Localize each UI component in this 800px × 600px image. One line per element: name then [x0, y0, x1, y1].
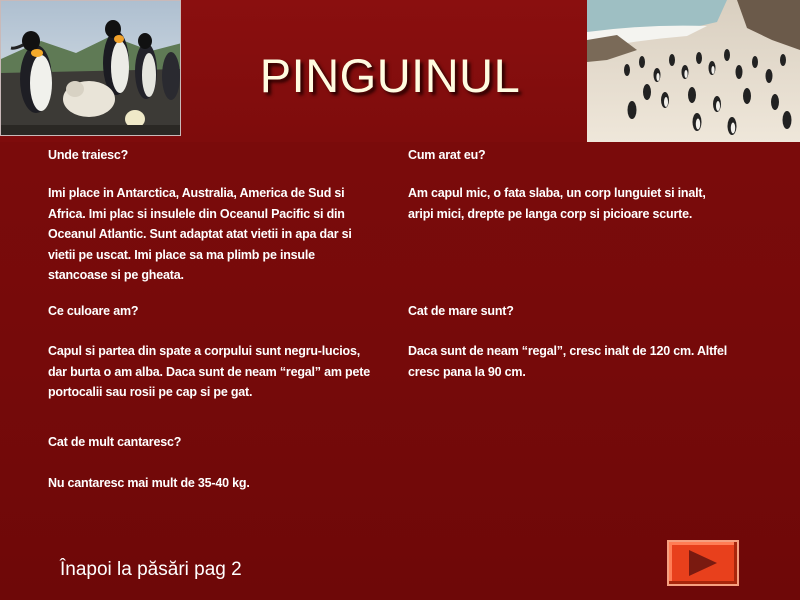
play-triangle-icon	[669, 542, 737, 584]
answer-color	[48, 341, 398, 403]
answer-line: Oceanul Atlantic. Sunt adaptat atat vietii in apa dar si	[48, 227, 352, 241]
answer-weight	[48, 473, 398, 494]
answer-line: Nu cantaresc mai mult de 35-40 kg.	[48, 476, 250, 490]
back-to-birds-link[interactable]: Înapoi la păsări pag 2	[60, 559, 242, 580]
answer-line: Am capul mic, o fata slaba, un corp lunguiet si inalt,	[408, 186, 706, 200]
answer-line: Africa. Imi plac si insulele din Oceanul Pacific si din	[48, 206, 345, 221]
penguin-colony-beach-photo	[587, 0, 800, 142]
next-slide-button[interactable]	[667, 540, 739, 586]
answer-line: aripi mici, drepte pe langa corp si picioare scurte.	[408, 206, 693, 221]
answer-appearance	[408, 183, 768, 224]
answer-line: Capul si partea din spate a corpului sunt negru-lucios,	[48, 344, 360, 358]
question-appearance: Cum arat eu?	[408, 148, 486, 162]
answer-habitat	[48, 183, 398, 286]
question-size: Cat de mare sunt?	[408, 304, 514, 318]
answer-line: stancoase si pe gheata.	[48, 268, 184, 282]
answer-line: cresc pana la 90 cm.	[408, 364, 526, 379]
king-penguins-photo	[0, 0, 181, 136]
answer-size	[408, 341, 768, 382]
slide-title: PINGUINUL	[259, 49, 521, 102]
question-weight: Cat de mult cantaresc?	[48, 435, 182, 449]
question-color: Ce culoare am?	[48, 304, 139, 318]
answer-line: Daca sunt de neam “regal”, cresc inalt de 120 cm. Altfel	[408, 344, 728, 358]
answer-line: Imi place in Antarctica, Australia, America de Sud si	[48, 186, 345, 200]
question-habitat: Unde traiesc?	[48, 148, 129, 162]
answer-line: dar burta o am alba. Daca sunt de neam “regal” am pete	[48, 364, 370, 379]
answer-line: vietii pe uscat. Imi place sa ma plimb pe insule	[48, 247, 315, 262]
answer-line: portocalii sau rosii pe cap si pe gat.	[48, 385, 253, 399]
